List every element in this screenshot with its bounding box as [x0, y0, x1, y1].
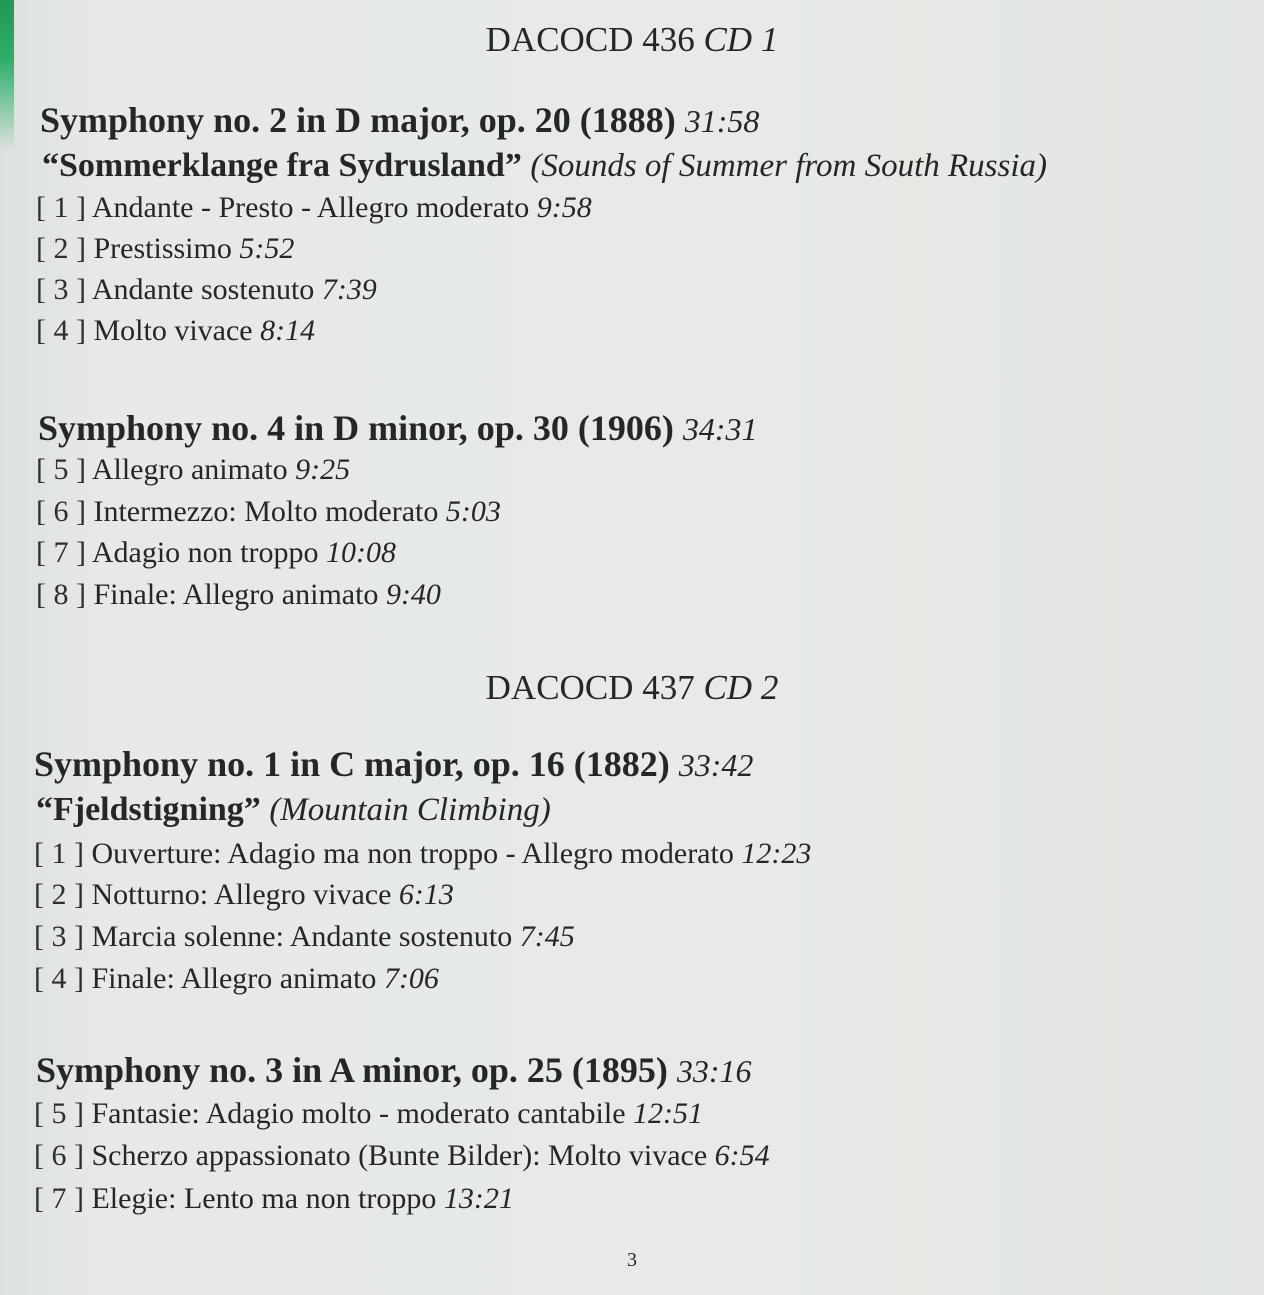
track-number: [ 6 ] — [34, 1139, 84, 1172]
track-time: 13:21 — [443, 1182, 514, 1215]
track-time: 7:39 — [321, 273, 377, 306]
track-row — [34, 1181, 514, 1217]
track-row — [36, 313, 315, 349]
track-row — [36, 494, 501, 530]
track-row — [34, 1138, 770, 1174]
track-row — [36, 272, 377, 308]
track-number: [ 4 ] — [34, 962, 84, 995]
work-nickname-translation: (Sounds of Summer from South Russia) — [530, 148, 1048, 184]
track-row — [34, 836, 811, 872]
track-time: 12:23 — [741, 837, 812, 870]
work-nickname-text: “Sommerklange fra Sydrusland” — [42, 147, 522, 184]
track-row — [36, 190, 592, 226]
track-row — [34, 877, 454, 913]
track-row — [36, 231, 294, 267]
work-title-text: Symphony no. 2 in D major, op. 20 (1888) — [40, 100, 676, 140]
work-title — [38, 408, 757, 449]
work-title — [40, 100, 759, 141]
track-name: Andante - Presto - Allegro moderato — [91, 191, 530, 224]
track-name: Finale: Allegro animato — [91, 962, 377, 995]
track-number: [ 7 ] — [36, 536, 86, 569]
track-name: Andante sostenuto — [91, 273, 315, 306]
work-nickname-text: “Fjeldstigning” — [36, 791, 261, 828]
work-duration: 34:31 — [682, 411, 758, 447]
track-name: Adagio non troppo — [91, 536, 319, 569]
track-number: [ 1 ] — [34, 837, 84, 870]
track-name: Fantasie: Adagio molto - moderato cantabile — [91, 1097, 626, 1130]
cd1-disc: CD 1 — [703, 20, 779, 59]
track-name: Scherzo appassionato (Bunte Bilder): Molto vivace — [91, 1139, 708, 1172]
track-number: [ 8 ] — [36, 578, 86, 611]
track-name: Intermezzo: Molto moderato — [93, 495, 439, 528]
work-title — [36, 1050, 751, 1091]
track-name: Molto vivace — [93, 314, 253, 347]
track-number: [ 2 ] — [34, 878, 84, 911]
track-number: [ 5 ] — [34, 1097, 84, 1130]
track-number: [ 2 ] — [36, 232, 86, 265]
work-duration: 33:42 — [678, 747, 754, 783]
track-name: Notturno: Allegro vivace — [91, 878, 392, 911]
track-time: 9:58 — [536, 191, 592, 224]
track-time: 12:51 — [633, 1097, 704, 1130]
work-duration: 33:16 — [676, 1053, 752, 1089]
cd1-code: DACOCD 436 — [485, 20, 695, 59]
track-name: Allegro animato — [91, 453, 288, 486]
track-time: 5:03 — [445, 495, 501, 528]
work-title-text: Symphony no. 3 in A minor, op. 25 (1895) — [36, 1050, 668, 1090]
track-time: 7:06 — [383, 962, 439, 995]
track-number: [ 5 ] — [36, 453, 86, 486]
track-time: 7:45 — [519, 920, 575, 953]
track-time: 9:25 — [295, 453, 351, 486]
track-time: 9:40 — [385, 578, 441, 611]
work-nickname-translation: (Mountain Climbing) — [269, 792, 551, 828]
track-number: [ 3 ] — [36, 273, 86, 306]
track-time: 8:14 — [260, 314, 316, 347]
track-name: Finale: Allegro animato — [93, 578, 379, 611]
track-time: 6:13 — [398, 878, 454, 911]
page-number: 3 — [627, 1249, 637, 1271]
cd2-header — [0, 668, 1264, 708]
work-title — [34, 744, 753, 785]
track-time: 6:54 — [714, 1139, 770, 1172]
track-row — [34, 1096, 703, 1132]
work-title-text: Symphony no. 4 in D minor, op. 30 (1906) — [38, 408, 674, 448]
track-number: [ 1 ] — [36, 191, 86, 224]
track-row — [36, 577, 441, 613]
work-nickname — [42, 146, 1047, 186]
cd2-disc: CD 2 — [703, 668, 779, 707]
track-name: Prestissimo — [93, 232, 232, 265]
cd2-code: DACOCD 437 — [485, 668, 695, 707]
track-row — [34, 961, 439, 997]
cd1-header — [0, 20, 1264, 60]
work-duration: 31:58 — [684, 103, 760, 139]
track-number: [ 6 ] — [36, 495, 86, 528]
work-title-text: Symphony no. 1 in C major, op. 16 (1882) — [34, 744, 670, 784]
track-row — [36, 535, 396, 571]
track-number: [ 4 ] — [36, 314, 86, 347]
track-row — [36, 452, 350, 488]
work-nickname — [36, 790, 551, 830]
track-name: Ouverture: Adagio ma non troppo - Allegro moderato — [91, 837, 734, 870]
track-time: 5:52 — [239, 232, 295, 265]
track-number: [ 3 ] — [34, 920, 84, 953]
track-name: Elegie: Lento ma non troppo — [91, 1182, 437, 1215]
track-name: Marcia solenne: Andante sostenuto — [91, 920, 513, 953]
track-time: 10:08 — [325, 536, 396, 569]
track-number: [ 7 ] — [34, 1182, 84, 1215]
track-row — [34, 919, 575, 955]
